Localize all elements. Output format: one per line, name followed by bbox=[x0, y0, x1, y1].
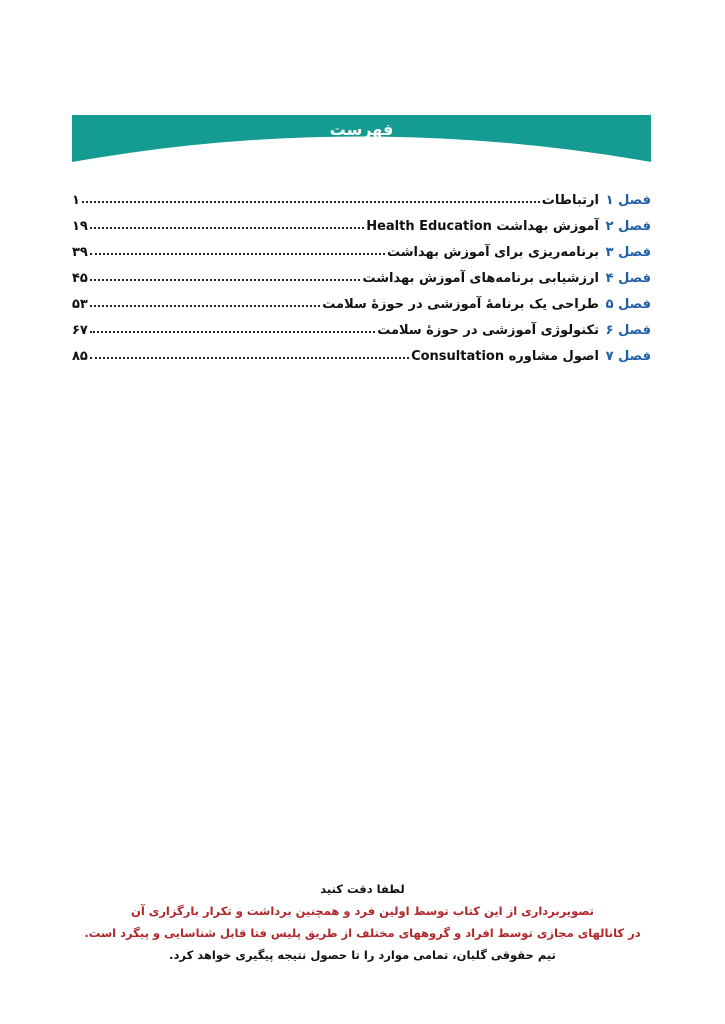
toc-row[interactable] bbox=[72, 182, 651, 208]
toc-row[interactable] bbox=[72, 260, 651, 286]
chapter-title: طراحی یک برنامهٔ آموزشی در حوزهٔ سلامت bbox=[322, 297, 599, 312]
page-number: ۱۹ bbox=[72, 219, 88, 234]
chapter-label: فصل ۷ bbox=[605, 349, 651, 364]
dot-leader bbox=[90, 305, 320, 307]
copyright-notice bbox=[60, 878, 665, 966]
dot-leader bbox=[90, 253, 385, 255]
chapter-label: فصل ۶ bbox=[605, 323, 651, 338]
page-number: ۵۳ bbox=[72, 297, 88, 312]
dot-leader bbox=[90, 357, 409, 359]
toc-row[interactable] bbox=[72, 234, 651, 260]
notice-line: تیم حقوقی گلبان، تمامی موارد را تا حصول نتیجه پیگیری خواهد کرد. bbox=[169, 948, 556, 962]
chapter-label: فصل ۲ bbox=[605, 219, 651, 234]
chapter-label: فصل ۱ bbox=[605, 193, 651, 208]
page-number: ۶۷ bbox=[72, 323, 88, 338]
page-number: ۳۹ bbox=[72, 245, 88, 260]
chapter-title: برنامه‌ریزی برای آموزش بهداشت bbox=[387, 245, 599, 260]
chapter-title: ارزشیابی برنامه‌های آموزش بهداشت bbox=[362, 271, 599, 286]
chapter-title: آموزش بهداشت Health Education bbox=[366, 219, 599, 234]
dot-leader bbox=[90, 331, 375, 333]
chapter-label: فصل ۴ bbox=[605, 271, 651, 286]
notice-line: در کانالهای مجازی توسط افراد و گروههای مختلف از طریق پلیس فتا قابل شناسایی و پیگرد است. bbox=[84, 926, 641, 940]
dot-leader bbox=[82, 201, 540, 203]
page-title: فهرست bbox=[329, 120, 394, 139]
notice-heading: لطفا دقت کنید bbox=[320, 882, 405, 896]
chapter-title: اصول مشاوره Consultation bbox=[411, 349, 599, 364]
chapter-title: تکنولوژی آموزشی در حوزهٔ سلامت bbox=[377, 323, 599, 338]
page-number: ۱ bbox=[72, 193, 80, 208]
toc-row[interactable] bbox=[72, 208, 651, 234]
page-number: ۸۵ bbox=[72, 349, 88, 364]
chapter-label: فصل ۳ bbox=[605, 245, 651, 260]
chapter-title: ارتباطات bbox=[541, 193, 599, 208]
chapter-label: فصل ۵ bbox=[605, 297, 651, 312]
dot-leader bbox=[90, 279, 361, 281]
toc-row[interactable] bbox=[72, 312, 651, 338]
notice-line: تصویربرداری از این کتاب توسط اولین فرد و همچنین برداشت و تکرار بارگزاری آن bbox=[131, 904, 594, 918]
toc-header-band bbox=[72, 115, 651, 165]
table-of-contents bbox=[72, 182, 651, 364]
toc-row[interactable] bbox=[72, 286, 651, 312]
toc-row[interactable] bbox=[72, 338, 651, 364]
dot-leader bbox=[90, 227, 364, 229]
page-number: ۴۵ bbox=[72, 271, 88, 286]
